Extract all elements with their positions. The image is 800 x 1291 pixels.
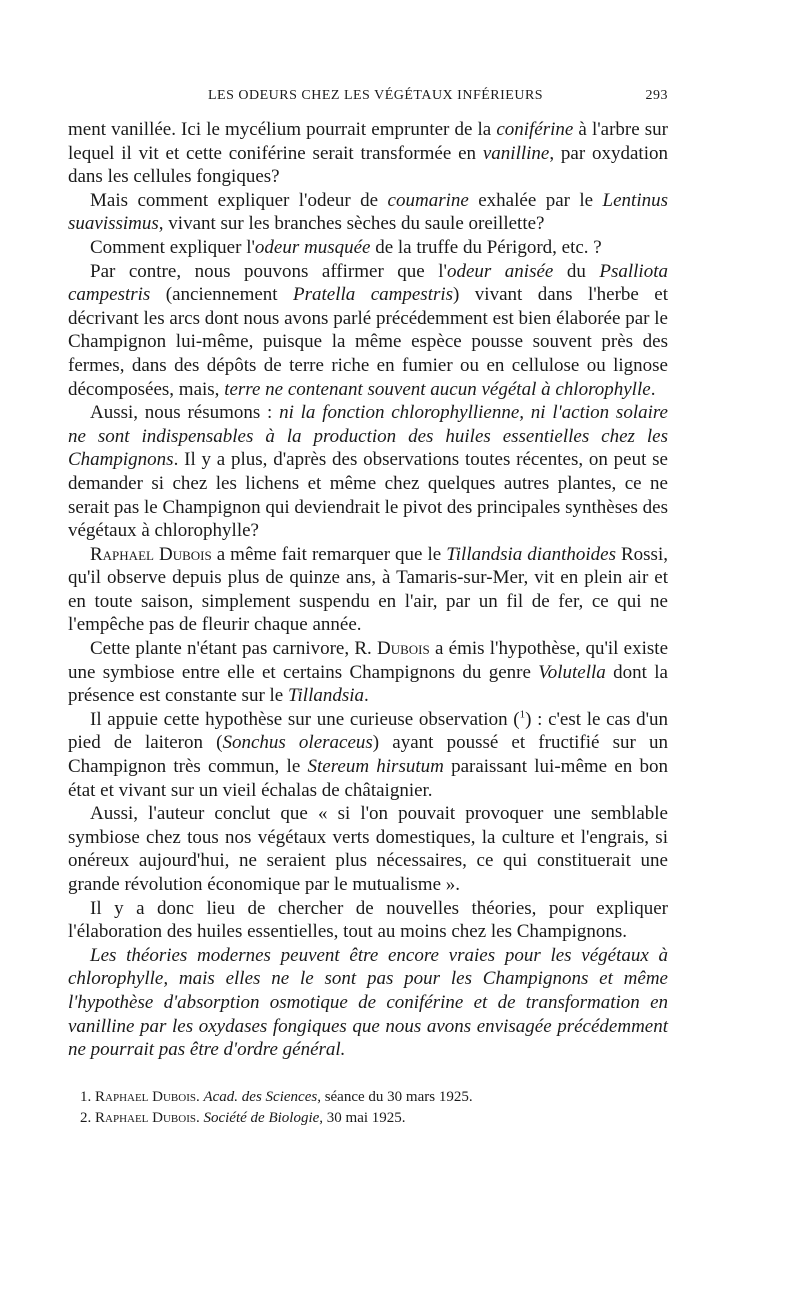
paragraph: Mais comment expliquer l'odeur de coumarine exhalée par le Lentinus suavissimus, vivant sur les branches sèches du saule oreillette? [68, 189, 668, 235]
paragraph: Cette plante n'étant pas carnivore, R. Dubois a émis l'hypothèse, qu'il existe une symbiose entre elle et certains Champignons du genre Volutella dont la présence est constante sur le Tillandsia. [68, 638, 669, 707]
paragraph: Aussi, l'auteur conclut que « si l'on pouvait provoquer une semblable symbiose chez tous nos végétaux verts domestiques, la culture et l'engrais, si onéreux aujourd'hui, ne seraient plus nécessaires, ce qui constituerait une grande révolution économique par le mutualisme ». [68, 803, 668, 895]
page-header [68, 88, 668, 112]
paragraph: ment vanillée. Ici le mycélium pourrait emprunter de la coniférine à l'arbre sur lequel il vit et cette coniférine serait transformée en vanilline, par oxydation dans les cellules fongiques? [68, 119, 668, 188]
page-number: 293 [645, 88, 668, 103]
author-name: Raphael Dubois [90, 543, 212, 565]
paragraph: Par contre, nous pouvons affirmer que l'odeur anisée du Psalliota campestris (anciennement Pratella campestris) vivant dans l'herbe et décrivant les arcs dont nous avons parlé précédemment est bien élaborée par le Champignon lui-même, puisque la même espèce pousse souvent près des fermes, dans des dépôts de terre riche en fumier ou en cellulose ou lignose décomposées, mais, terre ne contenant souvent aucun végétal à chlorophylle. [68, 260, 668, 400]
paragraph: Aussi, nous résumons : ni la fonction chlorophyllienne, ni l'action solaire ne sont indispensables à la production des huiles essentielles chez les Champignons. Il y a plus, d'après des observations toutes récentes, on peut se demander si chez les lichens et même chez quelques autres plantes, ce ne serait pas le Champignon qui deviendrait le pivot des principales synthèses des végétaux à chlorophylle? [68, 402, 668, 542]
paragraph: Comment expliquer l'odeur musquée de la truffe du Périgord, etc. ? [90, 236, 602, 258]
footnote: 2. Raphael Dubois. Société de Biologie, 30 mai 1925. [80, 1110, 406, 1126]
footnote: 1. Raphael Dubois. Acad. des Sciences, séance du 30 mars 1925. [80, 1089, 473, 1105]
paragraph: Il y a donc lieu de chercher de nouvelles théories, pour expliquer l'élaboration des huiles essentielles, tout au moins chez les Champignons. [68, 897, 668, 943]
body-text [68, 118, 668, 1062]
running-title: LES ODEURS CHEZ LES VÉGÉTAUX INFÉRIEURS [208, 88, 544, 103]
paragraph: Raphael Dubois a même fait remarquer que le Tillandsia dianthoides Rossi, qu'il observe depuis plus de quinze ans, à Tamaris-sur-Mer, vit en plein air et en toute saison, simplement suspendu en l'air, par un fil de fer, ce qui ne l'empêche pas de fleurir chaque année. [68, 543, 668, 636]
paragraph: Il appuie cette hypothèse sur une curieuse observation ($^1$) : c'est le cas d'un pied de laiteron (Sonchus oleraceus) ayant poussé et fructifié sur un Champignon très commun, le Stereum hirsutum paraissant lui-même en bon état et vivant sur un vieil échalas de châtaignier. [68, 708, 669, 801]
paragraph: Les théories modernes peuvent être encore vraies pour les végétaux à chlorophylle, mais elles ne le sont pas pour les Champignons et même l'hypothèse d'absorption osmotique de coniférine et de transformation en vanilline par les oxydases fongiques que nous avons envisagée précédemment ne pourrait pas être d'ordre général. [68, 944, 668, 1061]
footnotes [80, 1087, 640, 1129]
footnote-ref: 1 [519, 708, 526, 721]
